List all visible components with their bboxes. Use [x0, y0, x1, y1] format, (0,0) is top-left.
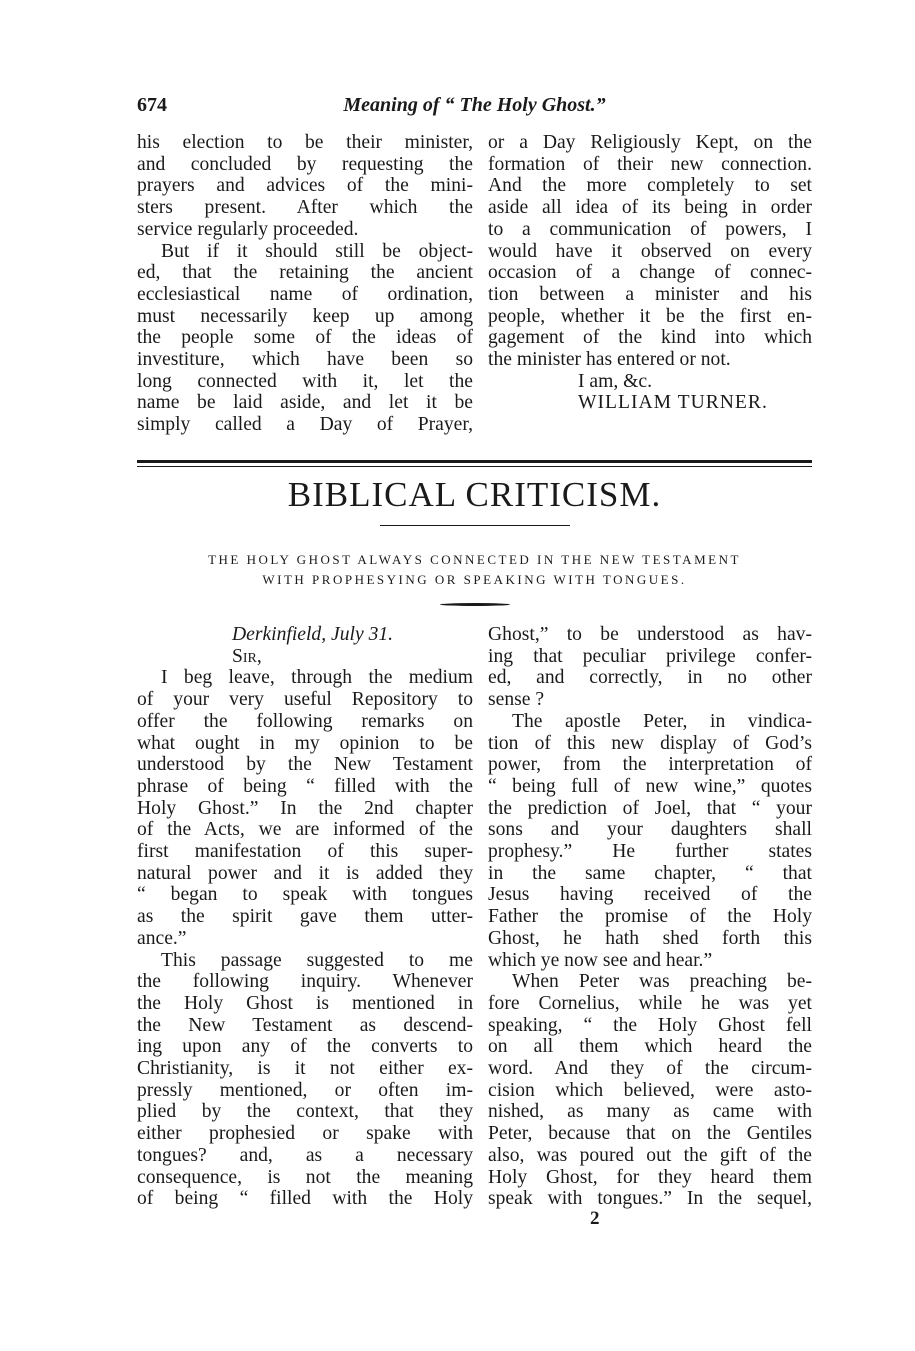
text-line: also, was poured out the gift of the [488, 1144, 812, 1166]
signature-mark: 2 [590, 1208, 600, 1229]
text-line: understood by the New Testament [137, 754, 473, 776]
text-line: ed, and correctly, in no other [488, 667, 812, 689]
text-line: of the Acts, we are informed of the [137, 819, 473, 841]
text-line: either prophesied or spake with [137, 1123, 473, 1145]
text-line: phrase of being “ filled with the [137, 775, 473, 797]
dateline: Derkinfield, July 31. [232, 624, 394, 645]
text-line: service regularly proceeded. [137, 218, 359, 240]
text-line: When Peter was preaching be- [512, 971, 812, 993]
section-title: BIBLICAL CRITICISM. [287, 475, 662, 514]
text-line: must necessarily keep up among [137, 305, 473, 327]
section-rule-thick [137, 460, 812, 463]
text-line: long connected with it, let the [137, 370, 473, 392]
text-line: Holy Ghost.” In the 2nd chapter [137, 797, 473, 819]
text-line: Jesus having received of the [488, 884, 812, 906]
text-line: formation of their new connection. [488, 153, 812, 175]
text-line: people, whether it be the first en- [488, 305, 812, 327]
text-line: plied by the context, that they [137, 1101, 473, 1123]
text-line: natural power and it is added they [137, 862, 473, 884]
page-number: 674 [137, 94, 167, 116]
text-line: tongues? and, as a necessary [137, 1144, 473, 1166]
letter-closing: I am, &c. [578, 370, 652, 392]
text-line: ecclesiastical name of ordination, [137, 283, 473, 305]
text-line: tion of this new display of God’s [488, 732, 812, 754]
text-line: on all them which heard the [488, 1036, 812, 1058]
text-line: ing that peculiar privilege confer- [488, 645, 812, 667]
letter-signature: WILLIAM TURNER. [578, 392, 768, 414]
ornament-rule [440, 603, 510, 606]
text-line: pressly mentioned, or often im- [137, 1079, 473, 1101]
text-line: occasion of a change of connec- [488, 262, 812, 284]
text-line: prayers and advices of the mini- [137, 175, 473, 197]
text-line: Ghost,” to be understood as hav- [488, 624, 812, 645]
text-line: Father the promise of the Holy [488, 906, 812, 928]
text-line: Ghost, he hath shed forth this [488, 927, 812, 949]
text-line: I beg leave, through the medium [161, 667, 473, 689]
text-line: to a communication of powers, I [488, 218, 812, 240]
text-line: name be laid aside, and let it be [137, 392, 473, 414]
title-underline [380, 525, 570, 526]
letter-left-column [137, 132, 473, 436]
text-line: the New Testament as descend- [137, 1014, 473, 1036]
running-head [137, 94, 812, 124]
letter-right-column [488, 132, 812, 414]
text-line: the prediction of Joel, that “ your [488, 797, 812, 819]
running-title: Meaning of “ The Holy Ghost.” [343, 94, 606, 116]
text-line: Peter, because that on the Gentiles [488, 1123, 812, 1145]
text-line: first manifestation of this super- [137, 841, 473, 863]
text-line: in the same chapter, “ that [488, 862, 812, 884]
text-line: of your very useful Repository to [137, 689, 473, 711]
text-line: ance.” [137, 927, 187, 949]
text-line: Christianity, is it not either ex- [137, 1058, 473, 1080]
text-line: tion between a minister and his [488, 283, 812, 305]
text-line: fore Cornelius, while he was yet [488, 992, 812, 1014]
article-right-column [488, 624, 812, 1210]
text-line: “ began to speak with tongues [137, 884, 473, 906]
text-line: And the more completely to set [488, 175, 812, 197]
text-line: ing upon any of the converts to [137, 1036, 473, 1058]
text-line: sense ? [488, 689, 545, 711]
article-title-line-1: THE HOLY GHOST ALWAYS CONNECTED IN THE NEW TESTAMENT [208, 552, 741, 567]
text-line: speak with tongues.” In the sequel, [488, 1188, 812, 1210]
text-line: his election to be their minister, [137, 132, 473, 153]
text-line: the following inquiry. Whenever [137, 971, 473, 993]
text-line: gagement of the kind into which [488, 327, 812, 349]
article-title-line-2: WITH PROPHESYING OR SPEAKING WITH TONGUES. [262, 572, 687, 587]
text-line: would have it observed on every [488, 240, 812, 262]
text-line: the Holy Ghost is mentioned in [137, 992, 473, 1014]
text-line: what ought in my opinion to be [137, 732, 473, 754]
text-line: cision which believed, were asto- [488, 1079, 812, 1101]
text-line: word. And they of the circum- [488, 1058, 812, 1080]
text-line: speaking, “ the Holy Ghost fell [488, 1014, 812, 1036]
text-line: ed, that the retaining the ancient [137, 262, 473, 284]
text-line: the people some of the ideas of [137, 327, 473, 349]
salutation: Sir, [232, 645, 262, 667]
text-line: simply called a Day of Prayer, [137, 414, 473, 436]
text-line: or a Day Religiously Kept, on the [488, 132, 812, 153]
text-line: the minister has entered or not. [488, 349, 731, 371]
text-line: which ye now see and hear.” [488, 949, 713, 971]
text-line: prophesy.” He further states [488, 841, 812, 863]
text-line: as the spirit gave them utter- [137, 906, 473, 928]
text-line: This passage suggested to me [161, 949, 473, 971]
text-line: sters present. After which the [137, 197, 473, 219]
text-line: consequence, is not the meaning [137, 1166, 473, 1188]
section-rule-thin [137, 466, 812, 467]
text-line: and concluded by requesting the [137, 153, 473, 175]
text-line: Holy Ghost, for they heard them [488, 1166, 812, 1188]
text-line: offer the following remarks on [137, 710, 473, 732]
text-line: But if it should still be object- [161, 240, 473, 262]
text-line: “ being full of new wine,” quotes [488, 775, 812, 797]
article-left-column [137, 624, 473, 1210]
text-line: of being “ filled with the Holy [137, 1188, 473, 1210]
text-line: aside all idea of its being in order [488, 197, 812, 219]
text-line: The apostle Peter, in vindica- [512, 710, 812, 732]
text-line: investiture, which have been so [137, 349, 473, 371]
text-line: power, from the interpretation of [488, 754, 812, 776]
text-line: sons and your daughters shall [488, 819, 812, 841]
text-line: nished, as many as came with [488, 1101, 812, 1123]
